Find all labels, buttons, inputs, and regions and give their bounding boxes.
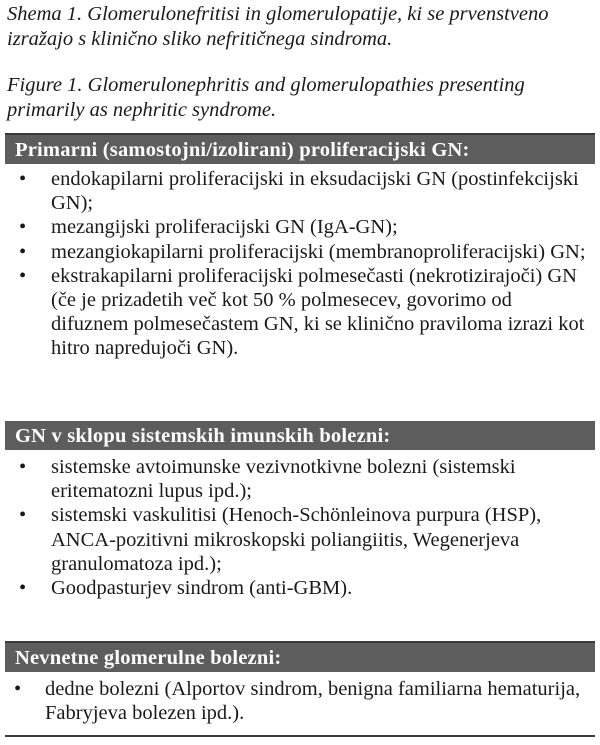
list-item-text: mezangiokapilarni proliferacijski (membranoproliferacijski) GN; [51,240,586,263]
list-item-text: ekstrakapilarni proliferacijski polmesečasti (nekrotizirajoči) GN (če je prizadetih več kot 50 % polmesecev, govorimo od difuznem polmesečastem GN, ki se klinično praviloma izrazi kot hitro napredujoči GN). [51,264,585,360]
caption-english: Figure 1. Glomerulonephritis and glomerulopathies presenting primarily as nephritic syndrome. [7,74,525,121]
bottom-rule [5,735,595,737]
list-item [5,215,595,239]
bullet-icon: • [19,577,27,600]
list-item [5,576,595,600]
bullet-icon: • [14,678,22,700]
list-item [5,167,595,215]
section-header: Primarni (samostojni/izolirani) proliferacijski GN: [5,135,595,164]
list-item [5,455,595,503]
list-item [5,677,595,725]
list-item-text: Goodpasturjev sindrom (anti-GBM). [51,577,353,600]
item-list [5,672,595,725]
section-header: GN v sklopu sistemskih imunskih bolezni: [5,421,595,450]
list-item [5,240,595,264]
bullet-icon: • [19,504,27,527]
list-item-text: dedne bolezni (Alportov sindrom, benigna familiarna hematurija, Fabryjeva bolezen ipd.). [45,678,581,725]
bullet-icon: • [19,216,27,239]
item-list [5,450,595,600]
section-primary-gn [5,135,595,361]
item-list [5,164,595,361]
list-item-text: sistemski vaskulitisi (Henoch-Schönleinova purpura (HSP), ANCA-pozitivni mikroskopski poliangiitis, Wegenerjeva granulomatoza ipd.); [51,504,542,575]
list-item [5,503,595,576]
section-header: Nevnetne glomerulne bolezni: [5,643,595,672]
section-noninflammatory [5,643,595,725]
bullet-icon: • [19,456,27,478]
caption-slovenian: Shema 1. Glomerulonefritisi in glomerulopatije, ki se prvenstveno izražajo s klinično sliko nefritičnega sindroma. [7,3,549,50]
list-item [5,264,595,361]
bullet-icon: • [19,168,27,190]
bullet-icon: • [19,240,27,263]
list-item-text: sistemske avtoimunske vezivnotkivne bolezni (sistemski eritematozni lupus ipd.); [51,456,516,503]
list-item-text: endokapilarni proliferacijski in eksudacijski GN (postinfekcijski GN); [51,168,579,215]
section-systemic-gn [5,421,595,600]
list-item-text: mezangijski proliferacijski GN (IgA-GN); [51,216,398,239]
bullet-icon: • [19,264,27,287]
